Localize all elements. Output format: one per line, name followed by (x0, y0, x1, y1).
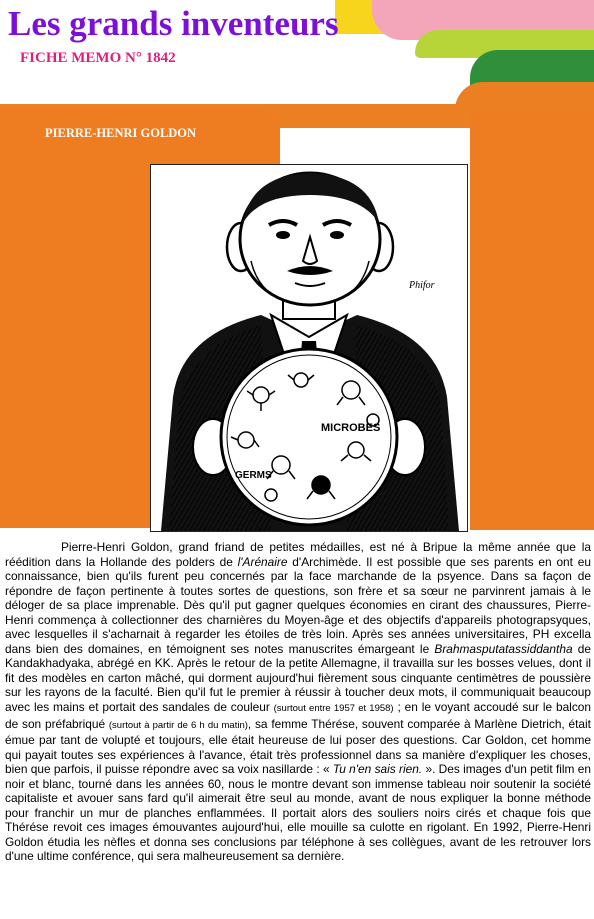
portrait-illustration (150, 164, 468, 532)
biography-text (5, 540, 591, 864)
bio-segment: , sa femme Thérése, souvent comparée à Marlène Dietrich, était émue par tant de volupté et toujours, elle était heureuse de lui poser des questions. Car Goldon, cet homme qui payait toutes ses expériences à l'avance, était très professionnel dans sa manière d'expliquer les choses, bien que parfois, il puisse répondre avec sa voix nasillarde : « (5, 716, 591, 777)
globe-label-microbes: MICROBES (321, 422, 381, 434)
memo-number: FICHE MEMO N° 1842 (20, 50, 176, 66)
bio-segment: Tu n'en sais rien. (332, 762, 423, 777)
caricature-drawing (151, 165, 467, 531)
bio-segment: ; en le voyant accoudé sur le balcon de son préfabriqué (5, 700, 591, 731)
artist-signature: Phifor (409, 280, 435, 291)
bio-segment: Brahmasputatassiddantha (434, 641, 573, 656)
globe-label-germs: GERMS (235, 470, 272, 481)
bio-segment: (surtout entre 1957 et 1958) (273, 703, 394, 715)
bio-segment: l'Arénaire (237, 554, 288, 569)
orange-side-panel-right (470, 110, 594, 530)
page-title: Les grands inventeurs (8, 4, 339, 43)
bio-segment: d'Archimède. Il est possible que ses parents en ont eu connaissance, bien qu'ils furent peu concernés par la face marchande de la psyence. Dans sa façon de répondre de façon pertinente à toutes sortes de questions, son frère et sa sœur ne parvinrent jamais à le déloger de sa place imprenable. Dès qu'il put gagner quelques économies en cirant des chaussures, Pierre-Henri commença à collectionner des charnières du Moyen-âge et des objectifs d'appareils photograpsyques, avec lesquelles il s'acharnait à regarder les étoiles de très loin. Après ses années universitaires, PH excella dans bien des domaines, en témoignent ses notes manuscrites émargeant le (5, 554, 592, 656)
bio-segment: ». Des images d'un petit film en noir et blanc, tourné dans les années 60, nous le montre devant son immense tableau noir soutenir la société capitaliste et avouer sans fard qu'il aimerait être seul au monde, avant de nous expliquer la bonne méthode pour franchir un mur de planches enflammées. Il portait alors des souliers noirs cirés et chaque fois que Thérése revoit ces images émouvantes aujourd'hui, elle mouille sa culotte en rigolant. En 1992, Pierre-Henri Goldon étudia les nèfles et donna ses conclusions par téléphone à ses collègues, avant de les retrouver lors d'une ultime conférence, qui sera malheureusement sa dernière. (5, 762, 591, 864)
inventor-name: PIERRE-HENRI GOLDON (45, 126, 197, 140)
bio-segment: Pierre-Henri Goldon, grand friand de petites médailles, est né à Bripue la même année que la réédition dans la Hollande des polders de (5, 540, 591, 569)
bio-segment: (surtout à partir de 6 h du matin) (108, 719, 248, 731)
bio-segment: de Kandakhadyaka, abrégé en KK. Après le retour de la petite Allemagne, il travailla sur les bosses velues, dont il fit des modèles en carton mâché, qui dorment aujourd'hui fièrement sous cinquante centimètres de poussière sur les rayons de la faculté. Bien qu'il fut le premier à réussir à toucher deux mots, il communiquait beaucoup avec les mains et portait des sandales de couleur (5, 641, 591, 715)
